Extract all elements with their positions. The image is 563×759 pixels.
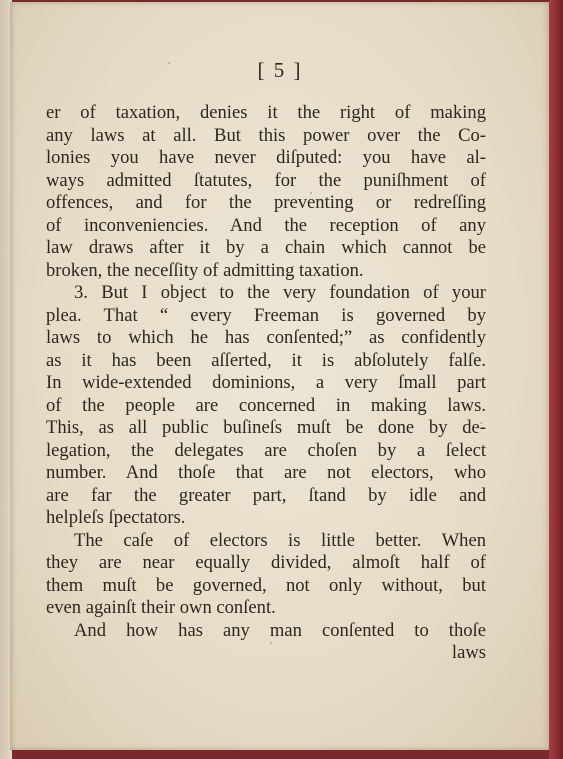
text-line: number. And thoſe that are not electors, who (46, 462, 486, 483)
text-line: law draws after it by a chain which cannot be (46, 237, 486, 258)
text-line: offences, and for the preventing or redreſſing (46, 192, 486, 213)
text-line: even againſt their own conſent. (46, 597, 276, 618)
body-text (46, 102, 486, 665)
text-line: them muſt be governed, not only without, but (46, 574, 486, 596)
text-line: laws to which he has conſented;” as confidently (46, 327, 486, 348)
text-line: er of taxation, denies it the right of making (46, 102, 486, 123)
text-line: In wide-extended dominions, a very ſmall part (46, 372, 486, 393)
text-line: plea. That “ every Freeman is governed by (46, 304, 486, 326)
book-cover-edge (549, 0, 563, 759)
text-line: broken, the neceſſity of admitting taxation. (46, 259, 364, 281)
text-line: they are near equally divided, almoſt half of (46, 552, 486, 573)
paper-speck (270, 642, 272, 644)
text-line: as it has been aſſerted, it is abſolutely falſe. (46, 349, 486, 371)
paper-speck (130, 332, 132, 334)
paper-speck (480, 422, 482, 424)
paper-speck (310, 192, 312, 194)
text-line: This, as all public buſineſs muſt be done by de- (46, 417, 486, 438)
text-line: 3. But I object to the very foundation of your (74, 282, 486, 303)
text-line: helpleſs ſpectators. (46, 507, 186, 528)
text-line: of inconveniencies. And the reception of any (46, 214, 486, 236)
text-line: any laws at all. But this power over the Co- (46, 124, 486, 146)
text-line: And how has any man conſented to thoſe (74, 619, 486, 641)
paper-speck (168, 62, 170, 64)
text-line: The caſe of electors is little better. When (74, 529, 486, 551)
book-page (10, 2, 550, 750)
text-line: lonies you have never diſputed: you have al- (46, 147, 486, 168)
text-line: are far the greater part, ſtand by idle and (46, 484, 486, 506)
page-number: [ 5 ] (257, 58, 303, 82)
text-line: ways admitted ſtatutes, for the puniſhment of (46, 169, 486, 191)
text-line: legation, the delegates are choſen by a ſelect (46, 439, 486, 461)
catchword: laws (451, 642, 486, 663)
text-line: of the people are concerned in making laws. (46, 394, 486, 416)
